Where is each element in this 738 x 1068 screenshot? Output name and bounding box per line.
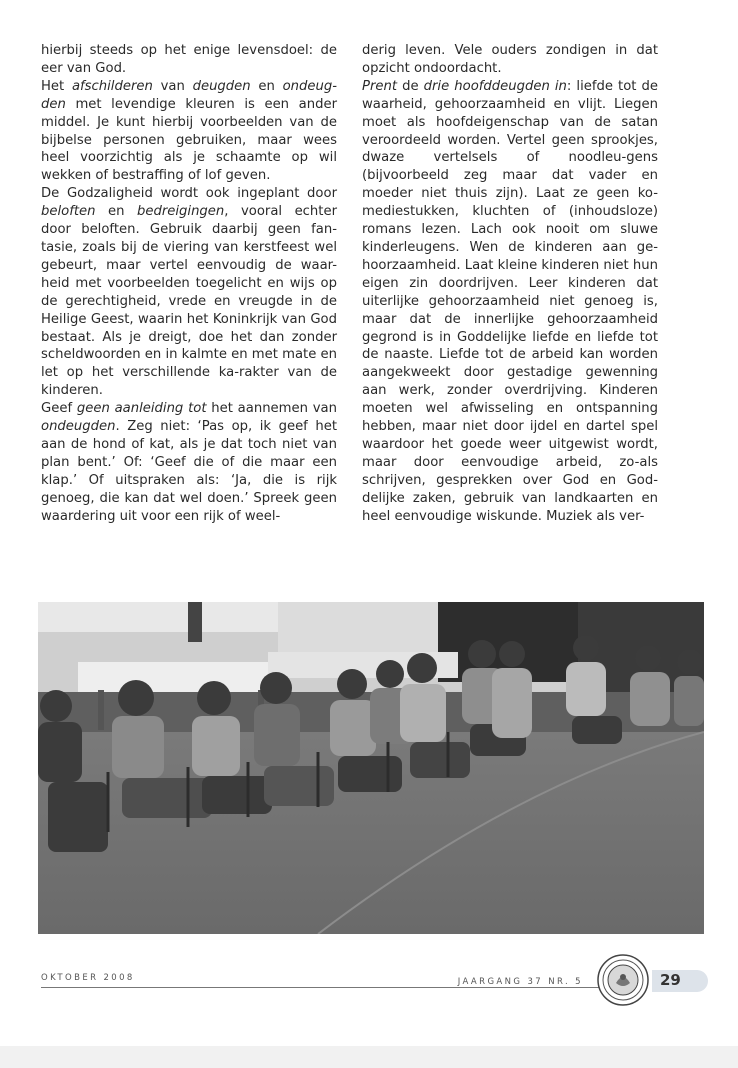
text-run: hierbij steeds op het enige levensdoel: de eer van God. [41,43,337,76]
footer-rule [41,987,601,988]
footer-month: OKTOBER 2008 [41,973,135,983]
text-column-right [362,42,658,525]
text-run: De Godzaligheid wordt ook ingeplant door [41,186,337,202]
text-run: , vooral echter door beloften. Gebruik daarbij geen fan-tasie, zoals bij de viering van kerstfeest wel gebeurt, maar vertel eenvoudig de waar-heid met voorbeelden toegelicht en wijs op de gerechtigheid, vrede en vreugde in de Heilige Geest, waarin het Koninkrijk van God bestaat. Als je dreigt, doe het dan zonder scheldwoorden en in kalmte en met mate en let op het verschillende ka-rakter van de kinderen. [41,204,337,399]
italic-run: bedreigingen [136,204,225,220]
classroom-photo [38,602,704,934]
paragraph [362,42,658,78]
italic-run: deugden [192,78,251,94]
text-run: het aannemen van [206,401,337,417]
text-run: : liefde tot de waarheid, gehoorzaamheid en vlijt. Liegen moet als hoofdeigenschap van de satan veroordeeld worden. Vertel geen sprookjes, dwaze vertelsels of noodleu-gens (bijvoorbeeld zeg maar dat vader en moeder niet thuis zijn). Laat ze geen ko-mediestukken, kluchten of (inhoudsloze) romans lezen. Lach ook nooit om sluwe kinderleugens. Wen de kinderen aan ge-hoorzaamheid. Laat kleine kinderen niet hun eigen zin doordrijven. Leer kinderen dat uiterlijke gehoorzaamheid niet genoeg is, maar dat de innerlijke gehoorzaamheid gegrond is in Goddelijke liefde en liefde tot de naaste. Liefde tot de arbeid kan worden aangekweekt door gestadige gewenning aan werk, zonder overdrijving. Kinderen moeten wel afwisseling en ontspanning hebben, maar niet door ijdel en dartel spel waardoor het goede weer uitgewist wordt, maar door eenvoudige arbeid, zo-als schrijven, gesprekken over God en God-delijke zaken, gebruik van landkaarten en heel eenvoudige wiskunde. Muziek als ver- [362,78,659,524]
text-run: de [397,78,424,94]
magazine-seal-icon [596,953,650,1007]
italic-run: geen aanleiding tot [76,401,207,417]
italic-run: afschilderen [71,78,153,94]
italic-run: ondeugden [41,419,116,435]
paragraph [41,400,337,525]
text-run: Geef [41,401,77,417]
paragraph [41,42,337,78]
italic-run: Prent [362,78,398,94]
text-run: Het [41,78,72,94]
page-number: 29 [660,971,681,989]
text-run: met levendige kleuren is een ander middel. Je kunt hierbij voorbeelden van de bijbelse personen gebruiken, maar wees heel voorzichtig als je schaamte op wil wekken of bestraffing of lof geven. [41,96,337,184]
paragraph [362,78,658,526]
italic-run: drie hoofddeugden in [423,78,567,94]
text-run: van [152,78,193,94]
text-run: en [250,78,283,94]
text-run: en [95,204,137,220]
text-run: . Zeg niet: ‘Pas op, ik geef het aan de hond of kat, als je dat toch niet van plan bent.’ Of: ‘Geef die of die maar een klap.’ Of uitspraken als: ‘Ja, die is rijk genoeg, die kan dat wel doen.’ Spreek geen waardering uit voor een rijk of weel- [41,419,337,524]
text-column-left [41,42,337,525]
footer-volume: JAARGANG 37 NR. 5 [457,977,583,987]
paragraph [41,185,337,400]
scan-edge [0,1046,738,1068]
paragraph [41,78,337,185]
page-footer [0,940,738,1000]
text-run: derig leven. Vele ouders zondigen in dat opzicht ondoordacht. [362,43,658,76]
italic-run: beloften [41,204,96,220]
italic-run: ondeug-den [41,78,337,112]
